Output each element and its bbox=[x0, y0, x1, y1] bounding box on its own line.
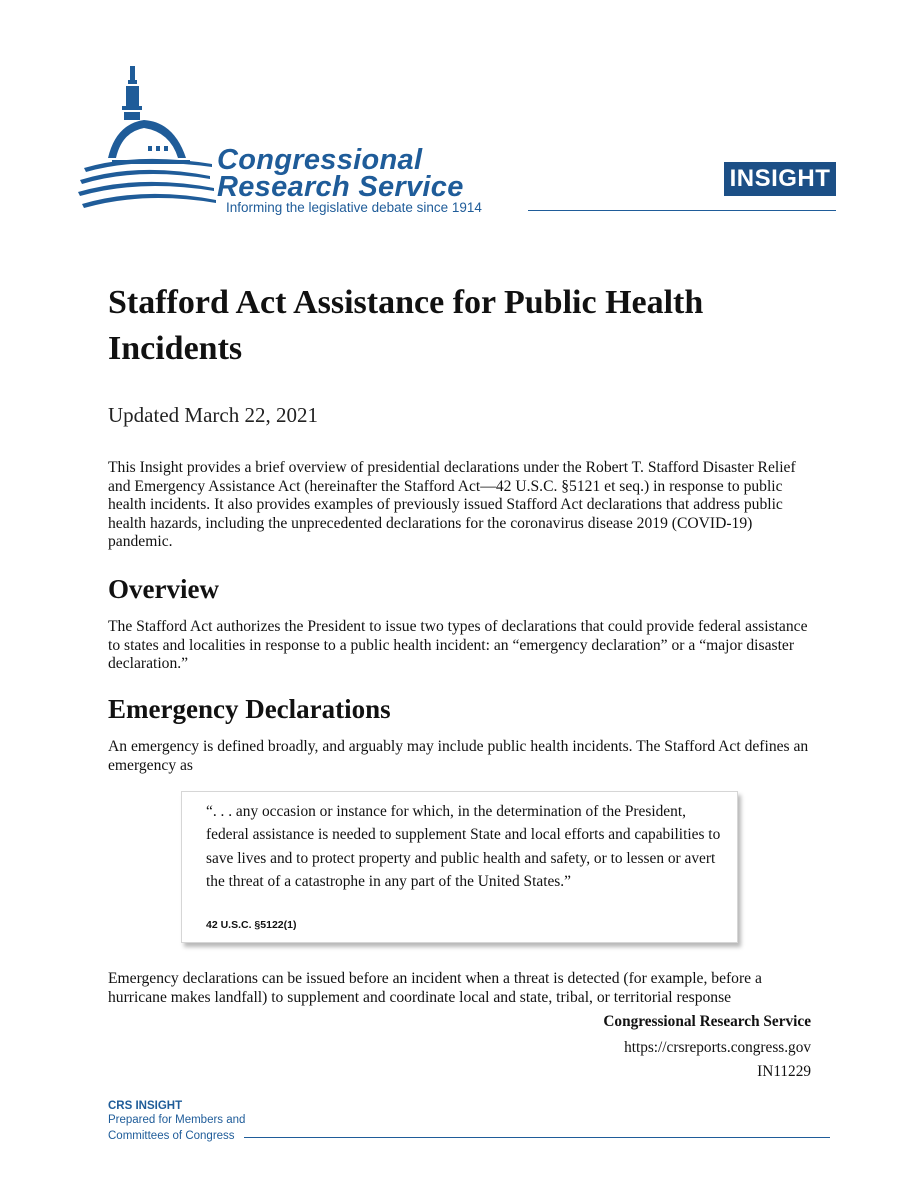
org-name-line1: Congressional bbox=[217, 144, 423, 176]
crs-insight-label: CRS INSIGHT bbox=[108, 1100, 183, 1112]
section-heading-emergency: Emergency Declarations bbox=[108, 694, 391, 724]
footer-report-id: IN11229 bbox=[757, 1063, 811, 1080]
intro-paragraph: This Insight provides a brief overview of presidential declarations under the Robert T. Stafford Disaster Relief and Emergency Assistance Act (hereinafter the Stafford Act—42 U.S.C. §5121 et seq.) in response to public health incidents. It also provides examples of previously issued Stafford Act declarations that address public health hazards, including the unprecedented declarations for the coronavirus disease 2019 (COVID-19) pandemic. bbox=[108, 459, 796, 551]
footer-org: Congressional Research Service bbox=[603, 1013, 811, 1030]
document-date: Updated March 22, 2021 bbox=[108, 403, 318, 427]
org-tagline: Informing the legislative debate since 1914 bbox=[226, 200, 482, 215]
after-quote-paragraph: Emergency declarations can be issued before an incident when a threat is detected (for example, before a hurricane makes landfall) to supplement and coordinate local and state, tribal, or territorial response bbox=[108, 970, 762, 1006]
definition-quote-box bbox=[181, 791, 738, 943]
emergency-paragraph: An emergency is defined broadly, and arguably may include public health incidents. The Stafford Act defines an emergency as bbox=[108, 738, 809, 774]
document-title: Stafford Act Assistance for Public Health Incidents bbox=[108, 284, 704, 367]
prepared-for-line2: Committees of Congress bbox=[108, 1130, 235, 1142]
capitol-dome-icon bbox=[78, 62, 218, 212]
footer-url[interactable]: https://crsreports.congress.gov bbox=[624, 1039, 811, 1056]
footer-rule bbox=[244, 1137, 830, 1138]
overview-paragraph: The Stafford Act authorizes the President to issue two types of declarations that could provide federal assistance to states and localities in response to a public health incident: an “emergency declaration” or a “major disaster declaration.” bbox=[108, 618, 808, 673]
insight-badge: INSIGHT bbox=[724, 162, 836, 196]
header-rule bbox=[528, 210, 836, 211]
report-header bbox=[0, 0, 920, 230]
quote-citation: 42 U.S.C. §5122(1) bbox=[206, 919, 297, 931]
quote-text: “. . . any occasion or instance for which, in the determination of the President, federal assistance is needed to supplement State and local efforts and capabilities to save lives and to protect property and public health and safety, or to lessen or avert the threat of a catastrophe in any part of the United States.” bbox=[206, 803, 721, 891]
org-name-line2: Research Service bbox=[217, 171, 464, 203]
prepared-for-line1: Prepared for Members and bbox=[108, 1114, 246, 1126]
section-heading-overview: Overview bbox=[108, 574, 219, 604]
